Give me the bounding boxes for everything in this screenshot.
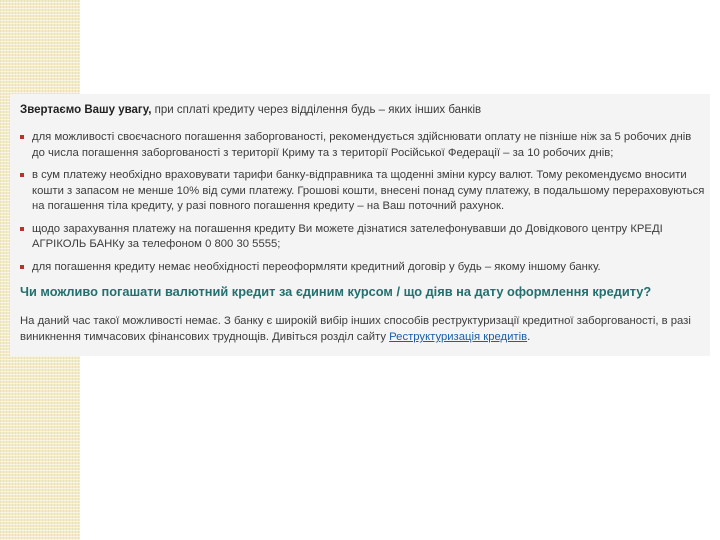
intro-bold: Звертаємо Вашу увагу, [20, 104, 152, 116]
bullet-marker-icon [20, 227, 24, 231]
bullet-marker-icon [20, 135, 24, 139]
intro-text [20, 102, 700, 118]
list-item-text: для погашення кредиту немає необхідності переоформляти кредитний договір у будь – якому іншому банку. [32, 260, 601, 273]
list-item-text: для можливості своєчасного погашення заборгованості, рекомендується здійснювати оплату не пізніше ніж за 5 робочих днів до числа погашення заборгованості з території Криму та з території Російської Федерації – за 10 робочих днів; [32, 131, 692, 159]
answer-end: . [527, 331, 531, 343]
list-item-text: щодо зарахування платежу на погашення кредиту Ви можете дізнатися зателефонувавши до Довідкового центру КРЕДІ АГРІКОЛЬ БАНКу за телефоном 0 800 30 5555; [32, 222, 663, 250]
faq-answer-text [20, 313, 705, 345]
list-item [20, 260, 705, 276]
intro-rest: при сплаті кредиту через відділення будь – яких інших банків [151, 104, 482, 116]
list-item [20, 222, 705, 253]
faq-question-heading: Чи можливо погашати валютний кредит за єдиним курсом / що діяв на дату оформлення кредиту? [20, 284, 652, 299]
list-item-text: в сум платежу необхідно враховувати тарифи банку-відправника та щоденні зміни курсу валют. Тому рекомендуємо вносити кошти з запасом не менше 10% від суми платежу. Грошові кошти, внесені понад суму платежу, в подальшому перераховуються на погашення тіла кредиту, у разі повного погашення кредиту – на Ваш поточний рахунок. [32, 169, 705, 212]
restructuring-link[interactable]: Реструктуризація кредитів [389, 331, 528, 343]
bullet-list [20, 130, 705, 282]
answer-body: На даний час такої можливості немає. З банку є широкій вибір інших способів реструктуризації кредитної заборгованості, в разі виникнення тимчасових фінансових труднощів. Дивіться розділ сайту [20, 315, 691, 343]
bullet-marker-icon [20, 265, 24, 269]
bullet-marker-icon [20, 173, 24, 177]
list-item [20, 130, 705, 161]
list-item [20, 168, 705, 215]
content-panel [10, 94, 710, 356]
